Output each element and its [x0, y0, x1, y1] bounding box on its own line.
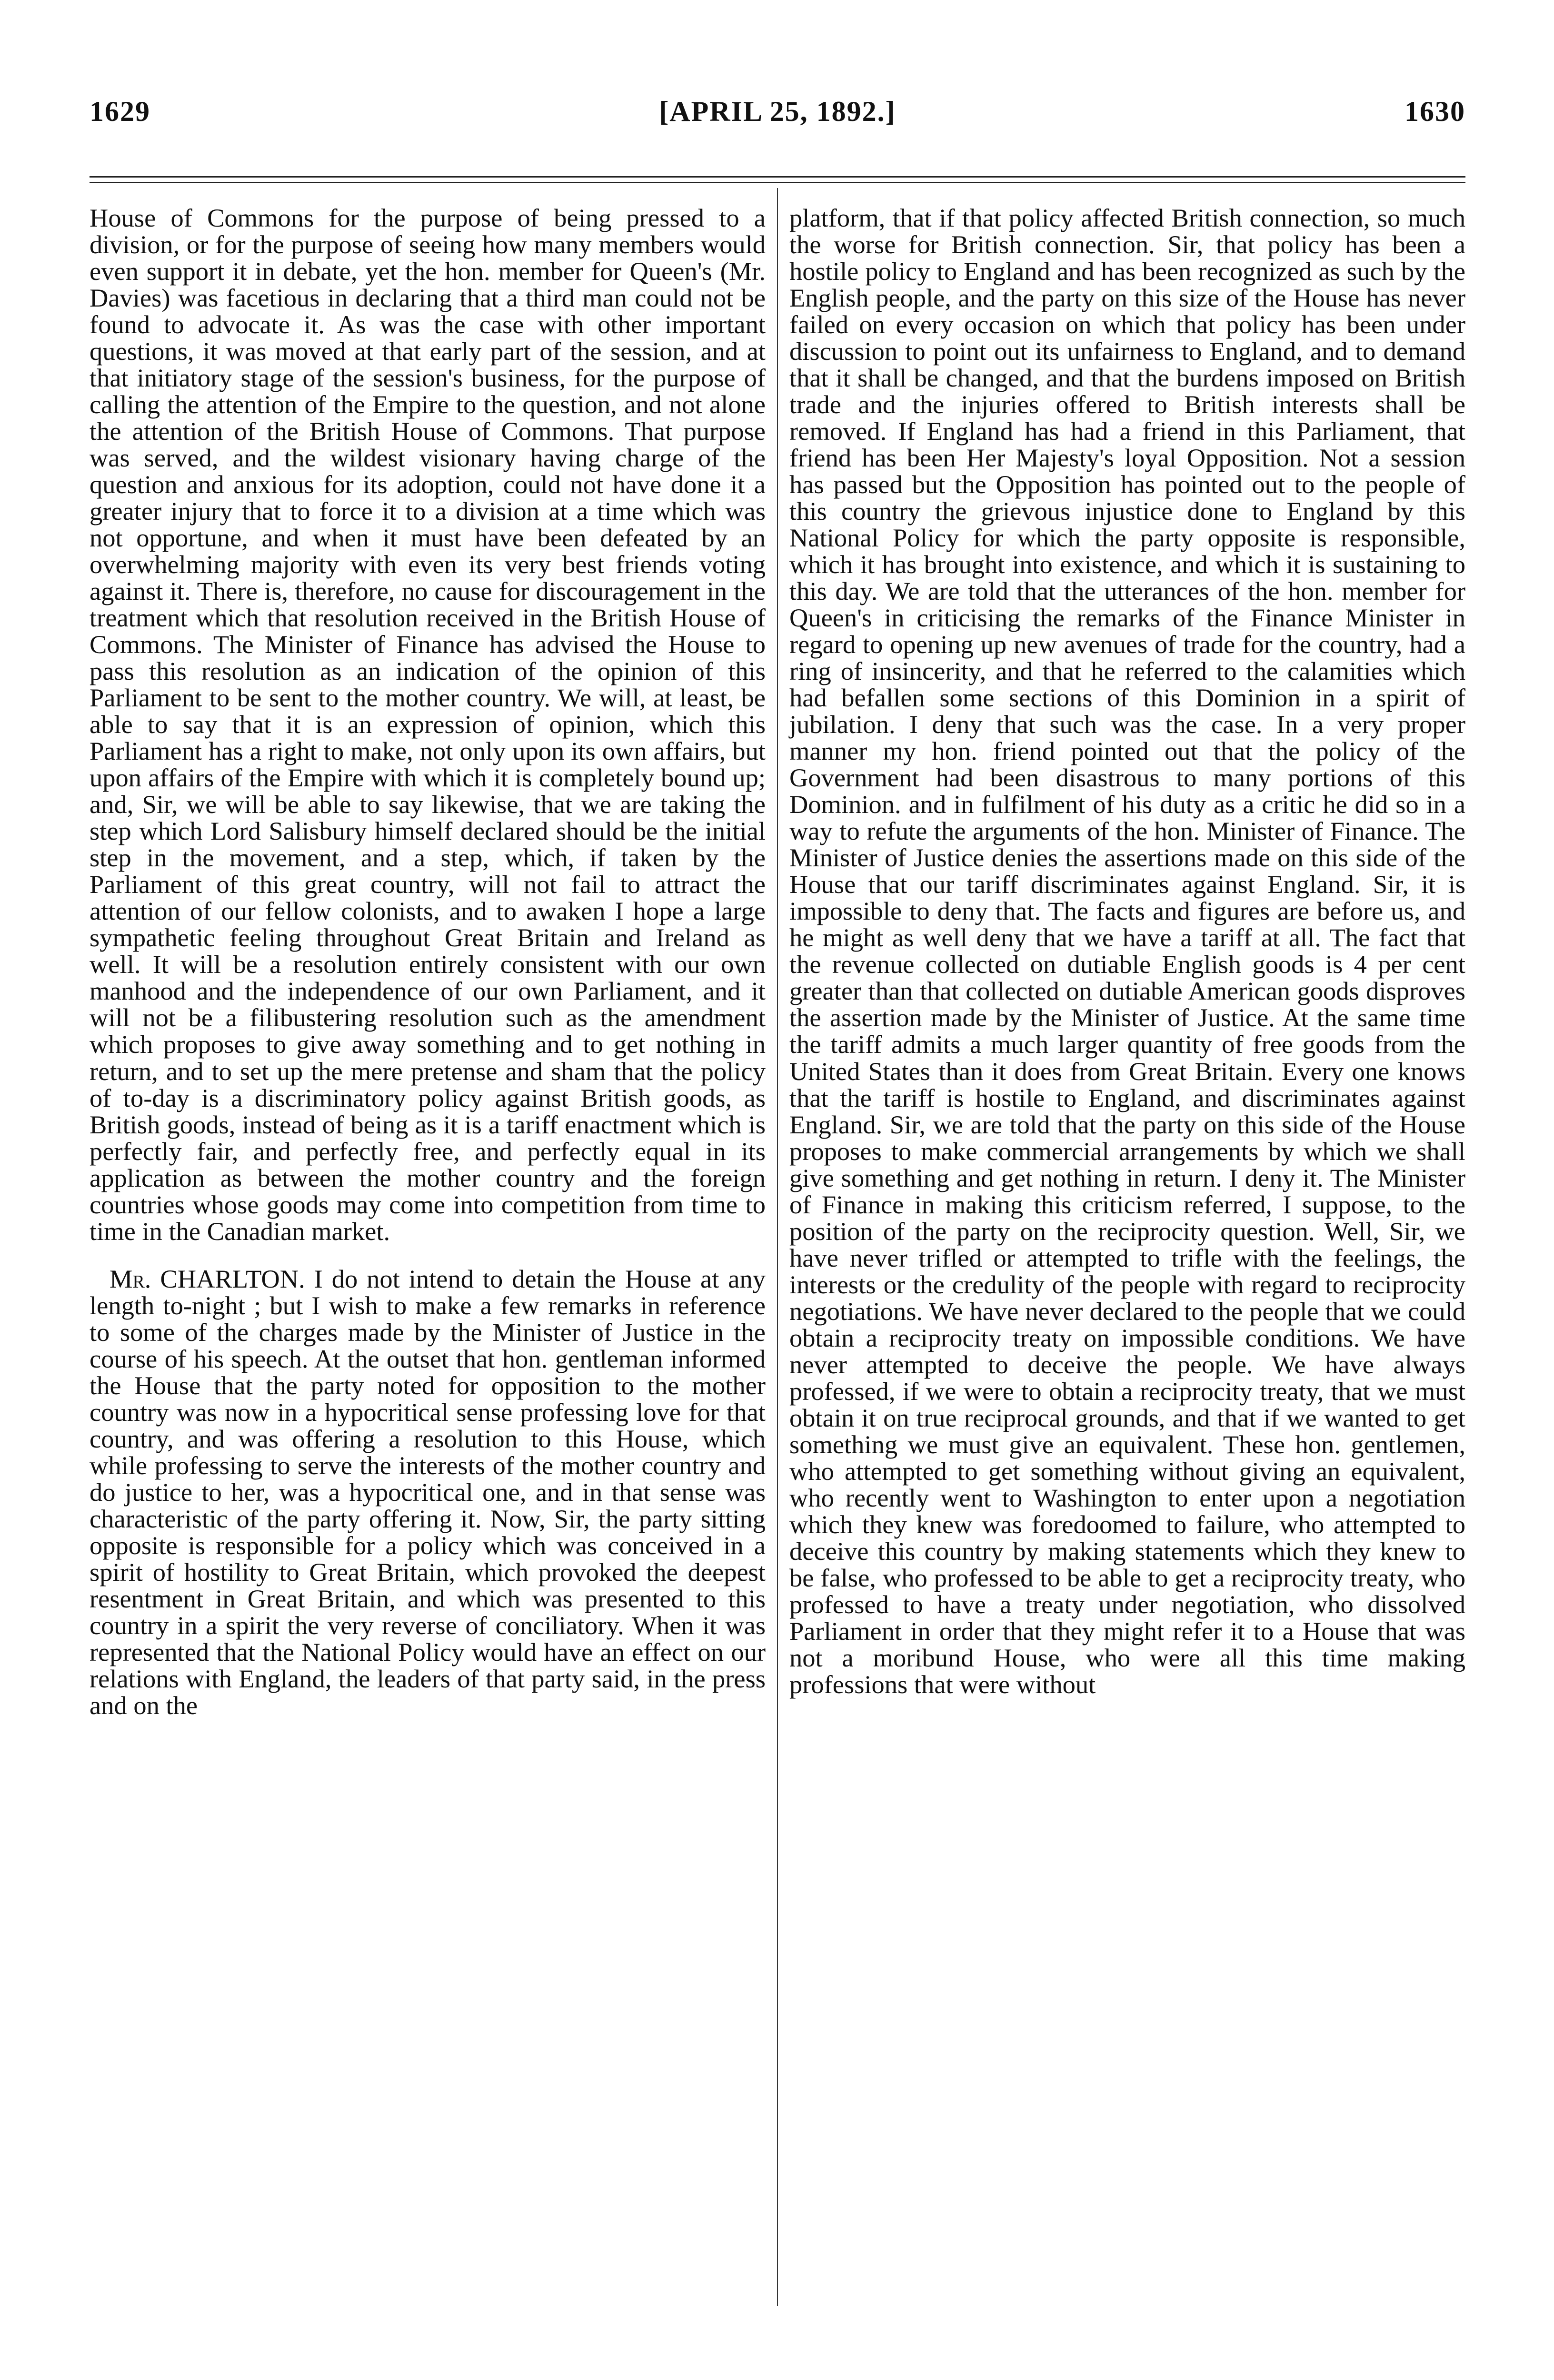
left-column [90, 205, 766, 1719]
speaker-name: Mr. CHARLTON. [110, 1264, 305, 1293]
left-page-number: 1629 [90, 96, 150, 127]
page-header [90, 95, 1465, 133]
speech-text: I do not intend to detain the House at any length to-night ; but I wish to make a few remarks in reference to some of the charges made by the Minister of Justice in the course of his speech. At the outset that hon. gentleman informed the House that the party noted for opposition to the mother country was now in a hypocritical sense professing love for that country, and was offering a resolution to this House, which while professing to serve the interests of the mother country and do justice to her, was a hypocritical one, and in that sense was characteristic of the party offering it. Now, Sir, the party sitting opposite is responsible for a policy which was conceived in a spirit of hostility to Great Britain, which provoked the deepest resentment in Great Britain, and which was presented to this country in a spirit the very reverse of conciliatory. When it was represented that the National Policy would have an effect on our relations with England, the leaders of that party said, in the press and on the [90, 1264, 766, 1720]
header-rule-bottom [90, 182, 1465, 183]
header-rule-top [90, 176, 1465, 178]
header-date: [APRIL 25, 1892.] [659, 96, 896, 127]
right-paragraph: platform, that if that policy affected British connection, so much the worse for British connection. Sir, that policy has been a hostile policy to England and has been recognized as such by the English people, and the party on this size of the House has never failed on every occasion on which that policy has been under discussion to point out its unfairness to England, and to demand that it shall be changed, and that the burdens imposed on British trade and the injuries offered to British interests shall be removed. If England has had a friend in this Parliament, that friend has been Her Majesty's loyal Opposition. Not a session has passed but the Opposition has pointed out to the people of this country the grievous injustice done to England by this National Policy for which the party opposite is responsible, which it has brought into existence, and which it is sustaining to this day. We are told that the utterances of the hon. member for Queen's in criticising the remarks of the Finance Minister in regard to opening up new avenues of trade for the country, had a ring of insincerity, and that he referred to the calamities which had befallen some sections of this Dominion in a spirit of jubilation. I deny that such was the case. In a very proper manner my hon. friend pointed out that the policy of the Government had been disastrous to many portions of this Dominion. and in fulfilment of his duty as a critic he did so in a way to refute the arguments of the hon. Minister of Finance. The Minister of Justice denies the assertions made on this side of the House that our tariff discriminates against England. Sir, it is impossible to deny that. The facts and figures are before us, and he might as well deny that we have a tariff at all. The fact that the revenue collected on dutiable English goods is 4 per cent greater than that collected on dutiable American goods disproves the assertion made by the Minister of Justice. At the same time the tariff admits a much larger quantity of free goods from the United States than it does from Great Britain. Every one knows that the tariff is hostile to England, and discriminates against England. Sir, we are told that the party on this side of the House proposes to make commercial arrangements by which we shall give something and get nothing in return. I deny it. The Minister of Finance in making this criticism referred, I suppose, to the position of the party on the reciprocity question. Well, Sir, we have never trifled or attempted to trifle with the feelings, the interests or the credulity of the people with regard to reciprocity negotiations. We have never declared to the people that we could obtain a reciprocity treaty on impossible conditions. We have never attempted to deceive the people. We have always professed, if we were to obtain a reciprocity treaty, that we must obtain it on true reciprocal grounds, and that if we wanted to get something we must give an equivalent. These hon. gentlemen, who attempted to get something without giving an equivalent, who recently went to Washington to enter upon a negotiation which they knew was foredoomed to failure, who attempted to deceive this country by making statements which they knew to be false, who professed to be able to get a reciprocity treaty, who professed to have a treaty under negotiation, who dissolved Parliament in order that they might refer it to a House that was not a moribund House, who were all this time making professions that were without [789, 203, 1465, 1699]
column-divider [777, 188, 778, 2306]
left-paragraph-continued: House of Commons for the purpose of being pressed to a division, or for the purpose of seeing how many members would even support it in debate, yet the hon. member for Queen's (Mr. Davies) was facetious in declaring that a third man could not be found to advocate it. As was the case with other important questions, it was moved at that early part of the session, and at that initiatory stage of the session's business, for the purpose of calling the attention of the Empire to the question, and not alone the attention of the British House of Commons. That purpose was served, and the wildest visionary having charge of the question and anxious for its adoption, could not have done it a greater injury that to force it to a division at a time which was not opportune, and when it must have been defeated by an overwhelming majority with even its very best friends voting against it. There is, therefore, no cause for discouragement in the treatment which that resolution received in the British House of Commons. The Minister of Finance has advised the House to pass this resolution as an indication of the opinion of this Parliament to be sent to the mother country. We will, at least, be able to say that it is an expression of opinion, which this Parliament has a right to make, not only upon its own affairs, but upon affairs of the Empire with which it is completely bound up; and, Sir, we will be able to say likewise, that we are taking the step which Lord Salisbury himself declared should be the initial step in the movement, and a step, which, if taken by the Parliament of this great country, will not fail to attract the attention of our fellow colonists, and to awaken I hope a large sympathetic feeling throughout Great Britain and Ireland as well. It will be a resolution entirely consistent with our own manhood and the independence of our own Parliament, and it will not be a filibustering resolution such as the amendment which proposes to give away something and to get nothing in return, and to set up the mere pretense and sham that the policy of to-day is a discriminatory policy against British goods, as British goods, instead of being as it is a tariff enactment which is perfectly fair, and perfectly free, and perfectly equal in its application as between the mother country and the foreign countries whose goods may come into competition from time to time in the Canadian market. [90, 203, 766, 1246]
speech-paragraph [90, 1266, 766, 1719]
right-column [789, 205, 1465, 1698]
right-page-number: 1630 [1405, 96, 1465, 127]
